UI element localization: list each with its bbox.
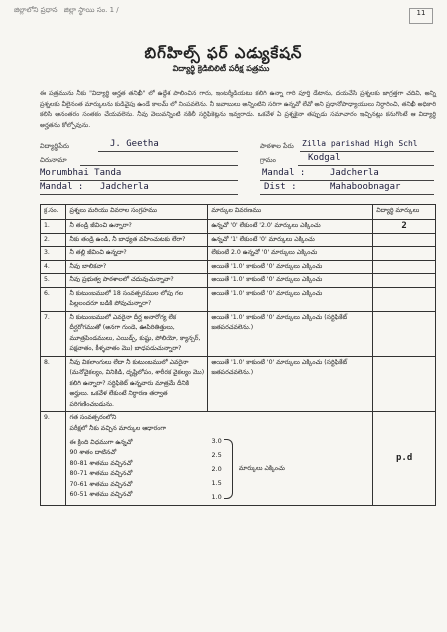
scale-value: 2.5 [211, 451, 222, 459]
underline [40, 193, 238, 195]
row-question: నీ తండ్రి జీవించి ఉన్నారా? [66, 220, 208, 234]
address-label: చిరునామా [40, 156, 67, 164]
hamlet-value: Morumbhai Tanda [40, 168, 122, 178]
student-name-label: విద్యార్థిపేరు [40, 142, 69, 150]
row-no: 6. [41, 287, 66, 311]
field-row-1 [40, 139, 436, 153]
field-row-3 [40, 167, 436, 181]
row-marks [373, 247, 436, 261]
scale-row: 90 శాతం దాటినచో [69, 449, 117, 456]
row-9-sub2: ఈ క్రింది విధముగా ఉన్నచో [69, 438, 133, 446]
student-name-value: J. Geetha [110, 139, 159, 149]
row-no: 4. [41, 260, 66, 274]
row-question: నీ తల్లి జీవించి ఉన్నదా? [66, 247, 208, 261]
field-row-4 [40, 181, 436, 195]
row-marking: లేకుంటే 2.0 ఉన్నచో '0' మార్కులు ఎక్కించు [208, 247, 373, 261]
row-marking: అయితే '1.0' కాకుంటే '0' మార్కులు ఎక్కించు [208, 260, 373, 274]
row-question: నీవు బాలికవా? [66, 260, 208, 274]
row-marks: p.d [373, 412, 436, 506]
col-header-no: క్ర.సం. [41, 205, 66, 220]
district-label: Dist : [264, 182, 297, 192]
row-question: నీ కుటుంబములో 18 సంవత్సరముల లోపు గల పిల్లలందరూ బడికి పోవుచున్నారా? [66, 287, 208, 311]
header-text-2: జిల్లా స్థాయి సం. 1 / [63, 6, 119, 14]
table-row-9 [41, 412, 436, 506]
row-question: నీవు వికలాంగులు లేదా నీ కుటుంబములో ఎవరైనా (మనోవైకల్యం, వినికిడి, దృష్టిలోపం, శారీరక వైకల్యం మొ) కలిగి ఉన్నారా? సర్టిఫికెట్ ఉన్నవారు మాత్రమే దీనికి అర్హులు. ఒకవేళ లేకుంటే నిర్ధారణ తర్వాత పరిగణించబడును. [66, 356, 208, 412]
row-no: 7. [41, 311, 66, 356]
col-header-question: ప్రశ్నలు మరియు వివరాల సంగ్రహము [66, 205, 208, 220]
row-question: నీవు ప్రభుత్వ పాఠశాలలో చదువుచున్నావా? [66, 274, 208, 288]
corner-box: 11 [409, 8, 433, 24]
scale-labels [69, 438, 207, 501]
table-row [41, 220, 436, 234]
district-value: Mahaboobnagar [330, 182, 401, 192]
row-marking: అయితే '1.0' కాకుంటే '0' మార్కులు ఎక్కించు [208, 287, 373, 311]
row-no: 2. [41, 233, 66, 247]
underline [80, 164, 238, 166]
row-no: 1. [41, 220, 66, 234]
row-9-title: గత సంవత్సరంలోని [69, 414, 117, 421]
row-marks [373, 233, 436, 247]
underline [260, 193, 434, 195]
table-header-row [41, 205, 436, 220]
row-question: నీకు తండ్రి ఉండి, నీ బాధ్యత వహించుటకు లేరా? [66, 233, 208, 247]
row-marks [373, 260, 436, 274]
school-name-value: Zilla parishad High Schl [302, 139, 418, 148]
table-row [41, 287, 436, 311]
table-row [41, 274, 436, 288]
row-9-sub1: పరీక్షలో నీకు వచ్చిన మార్కుల ఆధారంగా [69, 424, 167, 432]
scale-row: 70-61 శాతము వచ్చినచో [69, 480, 133, 488]
village-label: గ్రామం [260, 156, 276, 164]
header-strip [14, 6, 433, 26]
row-9-content [66, 412, 373, 506]
school-name-label: పాఠశాల పేరు [260, 142, 294, 150]
header-text-1: జిల్లాలోని ప్రధాన [14, 6, 58, 14]
instructions-paragraph: ఈ పత్రమును నీకు "విద్యార్థి అర్హత తనిఖీ" లో ఉద్దేశ పాలించిన గారు, ఇంటర్మీడియటు కలిగి ఉన్నా గారి పూర్తి డేటాను, దయచేసి ప్రశ్నలకు జాగ్రత్తగా చదివి, అన్ని ప్రశ్నలకు వీలైనంత మార్కులను కుడివైపు ఉండే కాలమ్ లో నింపవలెను. నీ జవాబులు అన్నింటిని సరిగా ఉన్నవో లేవో అని ప్రధానోపాధ్యాయులు నిర్ధారించి, తనిఖీ అధికారి కలిసి అనంతరం సంతకం చేయవలెను. నీవు వెలువన్నింటి నకిలీ సర్టిఫికెట్లను ఇవ్వరాదు. ఒకవేళ ఏ ప్రశ్నకైనా తప్పుడు సమాచారం ఇచ్చినట్లు కనుగొంటే ఆ విద్యార్థి అర్హతను కోల్పోవును. [40, 90, 436, 129]
row-marks [373, 356, 436, 412]
village-value: Kodgal [308, 153, 341, 163]
scale-value: 1.0 [211, 493, 222, 501]
scale-row: 80-71 శాతము వచ్చినచో [69, 470, 133, 477]
row-marks [373, 287, 436, 311]
row-marking: అయితే '1.0' కాకుంటే '0' మార్కులు ఎక్కించు [208, 274, 373, 288]
row-marks [373, 311, 436, 356]
row-no: 9. [41, 412, 66, 506]
table-row [41, 260, 436, 274]
mandal-value-left: Jadcherla [100, 182, 149, 192]
col-header-marking: మార్కుల వివరణము [208, 205, 373, 220]
row-marks: 2 [373, 220, 436, 234]
mandal-label-left: Mandal : [40, 182, 84, 192]
mandal-value-right: Jadcherla [330, 168, 379, 178]
grade-scale [69, 434, 369, 504]
scale-value: 1.5 [211, 479, 222, 487]
mandal-label-right: Mandal : [262, 168, 306, 178]
table-row [41, 356, 436, 412]
row-marking: ఉన్నచో '0' లేకుంటే '2.0' మార్కులు ఎక్కించు [208, 220, 373, 234]
underline [300, 150, 434, 152]
row-marks [373, 274, 436, 288]
scale-values [211, 434, 221, 504]
table-row [41, 311, 436, 356]
row-no: 3. [41, 247, 66, 261]
scale-value: 2.0 [211, 465, 222, 473]
scale-note: మార్కులు ఎక్కించు [238, 464, 285, 472]
scale-row: 60-51 శాతము వచ్చినచో [69, 491, 133, 498]
field-row-2 [40, 153, 436, 167]
table-row [41, 233, 436, 247]
table-row [41, 247, 436, 261]
underline [298, 164, 434, 166]
row-marking: అయితే '1.0' కాకుంటే '0' మార్కులు ఎక్కించు (సర్టిఫికేట్ జతపరచవలెను.) [208, 356, 373, 412]
row-marking: ఉన్నచో '1' లేకుంటే '0' మార్కులు ఎక్కించు [208, 233, 373, 247]
row-marking: అయితే '1.0' కాకుంటే '0' మార్కులు ఎక్కించు (సర్టిఫికేట్ జతపరచవలెను.) [208, 311, 373, 356]
marks-table [40, 204, 436, 506]
row-no: 8. [41, 356, 66, 412]
row-no: 5. [41, 274, 66, 288]
scale-value: 3.0 [211, 437, 222, 445]
page-title: బిగ్‌హిల్స్ ఫర్ ఎడ్యుకేషన్ [144, 44, 303, 62]
brace-icon [224, 439, 233, 499]
row-question: నీ కుటుంబములో ఎవరైనా దీర్ఘ అనారోగ్య లేక దీర్ఘరోగముతో (అనగా గుండె, ఊపిరితిత్తులు, మూత్రపిండములు, ఎయిడ్స్, కుష్టు, పోలియో, క్యాన్సర్, పక్షవాతం, కీళ్ళవాతం మొ) బాధపడుచున్నారా? [66, 311, 208, 356]
col-header-student-marks: విద్యార్థి మార్కులు [373, 205, 436, 220]
underline [98, 150, 238, 152]
page-subtitle: విద్యార్థి క్రెడిబిలిటీ పరీక్ష పత్రము [172, 64, 270, 73]
scale-row: 80-81 శాతము వచ్చినచో [69, 459, 133, 467]
